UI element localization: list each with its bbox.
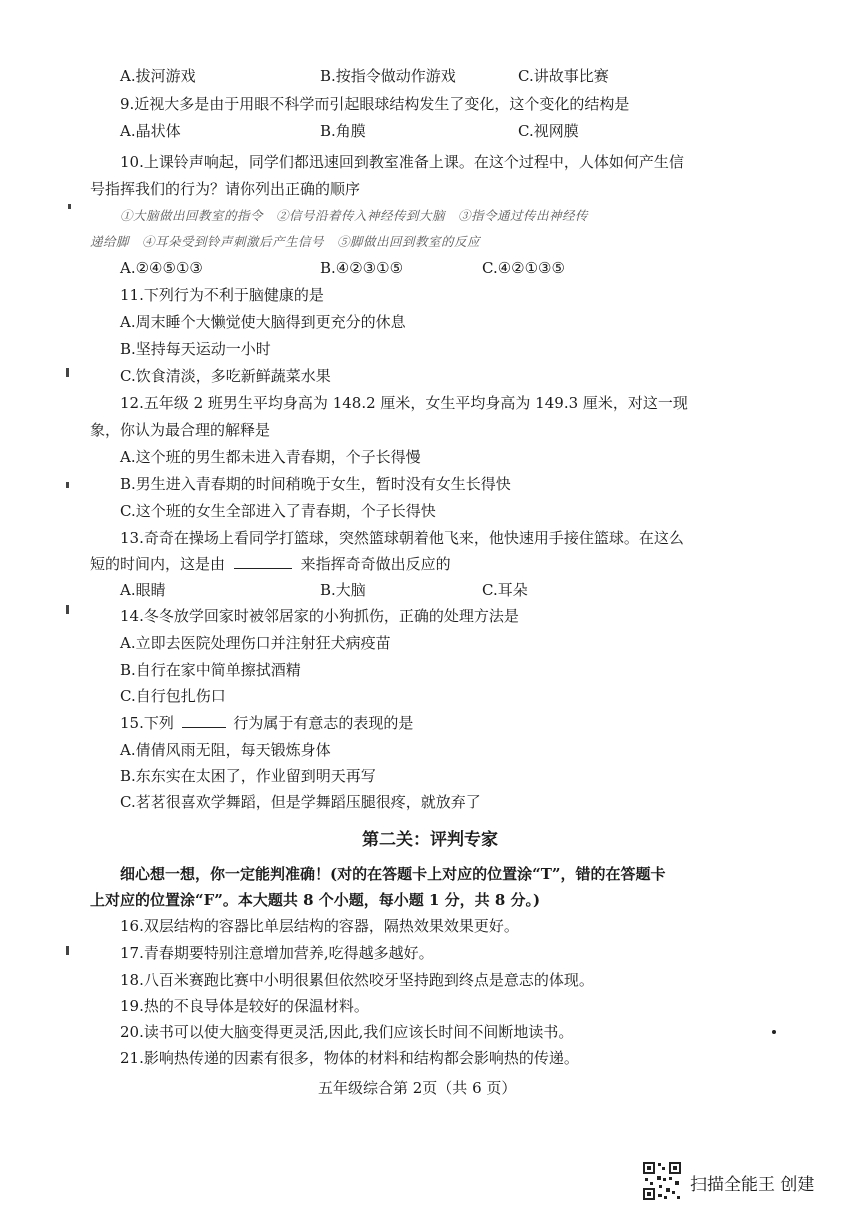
q9-options xyxy=(120,121,579,141)
q8-option-c: C.讲故事比赛 xyxy=(518,67,609,85)
q8-options xyxy=(120,66,609,86)
q15-stem-b: 行为属于有意志的表现的是 xyxy=(233,714,414,732)
q13-stem-2 xyxy=(90,554,451,574)
q14-stem: 14.冬冬放学回家时被邻居家的小狗抓伤，正确的处理方法是 xyxy=(120,607,519,625)
qr-code-icon xyxy=(642,1161,682,1201)
q13-option-c: C.耳朵 xyxy=(482,581,528,599)
q11-stem: 11.下列行为不利于脑健康的是 xyxy=(120,286,324,304)
scan-mark xyxy=(68,204,71,209)
tf-item-21: 21.影响热传递的因素有很多，物体的材料和结构都会影响热的传递。 xyxy=(120,1049,579,1067)
tf-item-17: 17.青春期要特别注意增加营养,吃得越多越好。 xyxy=(120,944,434,962)
q10-handwritten-1: ①大脑做出回教室的指令 ②信号沿着传入神经传到大脑 ③指令通过传出神经传 xyxy=(120,208,589,223)
q10-option-a: A.②④⑤①③ xyxy=(120,259,203,277)
q15-stem xyxy=(120,713,413,733)
section-2-title: 第二关：评判专家 xyxy=(362,830,498,850)
scan-mark xyxy=(66,946,69,955)
q15-answer-blank xyxy=(182,713,226,728)
tf-item-16: 16.双层结构的容器比单层结构的容器，隔热效果效果更好。 xyxy=(120,917,519,935)
section-2-instructions-1: 细心想一想，你一定能判准确！(对的在答题卡上对应的位置涂“T”，错的在答题卡 xyxy=(120,865,666,883)
q14-option-a: A.立即去医院处理伤口并注射狂犬病疫苗 xyxy=(120,634,391,652)
tf-item-18: 18.八百米赛跑比赛中小明很累但依然咬牙坚持跑到终点是意志的体现。 xyxy=(120,971,594,989)
q13-stem-2b: 来指挥奇奇做出反应的 xyxy=(300,555,451,573)
q9-stem: 9.近视大多是由于用眼不科学而引起眼球结构发生了变化，这个变化的结构是 xyxy=(120,95,630,113)
tf-item-19: 19.热的不良导体是较好的保温材料。 xyxy=(120,997,369,1015)
q14-option-b: B.自行在家中简单擦拭酒精 xyxy=(120,661,301,679)
watermark-text: 扫描全能王 创建 xyxy=(690,1175,815,1195)
q14-option-c: C.自行包扎伤口 xyxy=(120,687,226,705)
q13-option-b: B.大脑 xyxy=(320,581,366,599)
q15-option-a: A.倩倩风雨无阻，每天锻炼身体 xyxy=(120,741,331,759)
page-footer: 五年级综合第 2页（共 6 页） xyxy=(318,1079,517,1097)
q15-option-c: C.茗茗很喜欢学舞蹈，但是学舞蹈压腿很疼，就放弃了 xyxy=(120,793,481,811)
q12-stem-2: 象，你认为最合理的解释是 xyxy=(90,421,271,439)
q12-option-b: B.男生进入青春期的时间稍晚于女生，暂时没有女生长得快 xyxy=(120,475,511,493)
q13-answer-blank xyxy=(234,554,292,569)
scan-mark xyxy=(66,605,69,614)
q9-option-c: C.视网膜 xyxy=(518,122,579,140)
scan-dot xyxy=(772,1030,776,1034)
q9-option-b: B.角膜 xyxy=(320,122,366,140)
q11-option-b: B.坚持每天运动一小时 xyxy=(120,340,271,358)
q10-handwritten-2: 递给脚 ④耳朵受到铃声刺激后产生信号 ⑤脚做出回到教室的反应 xyxy=(90,234,481,249)
q13-stem-2a: 短的时间内，这是由 xyxy=(90,555,226,573)
q12-option-c: C.这个班的女生全部进入了青春期，个子长得快 xyxy=(120,502,436,520)
q10-stem-1: 10.上课铃声响起，同学们都迅速回到教室准备上课。在这个过程中，人体如何产生信 xyxy=(120,153,684,171)
q13-options xyxy=(120,580,528,600)
scan-mark xyxy=(66,482,69,488)
q8-option-a: A.拔河游戏 xyxy=(120,67,196,85)
q15-stem-a: 15.下列 xyxy=(120,714,174,732)
q11-option-a: A.周末睡个大懒觉使大脑得到更充分的休息 xyxy=(120,313,406,331)
q10-options xyxy=(120,258,565,278)
q13-option-a: A.眼睛 xyxy=(120,581,166,599)
q10-option-c: C.④②①③⑤ xyxy=(482,259,565,277)
q10-stem-2: 号指挥我们的行为？请你列出正确的顺序 xyxy=(90,180,361,198)
q12-stem-1: 12.五年级 2 班男生平均身高为 148.2 厘米，女生平均身高为 149.3 厘米，对这一现 xyxy=(120,394,688,412)
q13-stem-1: 13.奇奇在操场上看同学打篮球，突然篮球朝着他飞来，他快速用手接住篮球。在这么 xyxy=(120,529,684,547)
q9-option-a: A.晶状体 xyxy=(120,122,181,140)
q15-option-b: B.东东实在太困了，作业留到明天再写 xyxy=(120,767,376,785)
tf-item-20: 20.读书可以使大脑变得更灵活,因此,我们应该长时间不间断地读书。 xyxy=(120,1023,574,1041)
q12-option-a: A.这个班的男生都未进入青春期，个子长得慢 xyxy=(120,448,421,466)
q10-option-b: B.④②③①⑤ xyxy=(320,259,404,277)
q11-option-c: C.饮食清淡，多吃新鲜蔬菜水果 xyxy=(120,367,331,385)
q8-option-b: B.按指令做动作游戏 xyxy=(320,67,456,85)
section-2-instructions-2: 上对应的位置涂“F”。本大题共 8 个小题，每小题 1 分，共 8 分。) xyxy=(90,891,541,909)
scan-mark xyxy=(66,368,69,377)
